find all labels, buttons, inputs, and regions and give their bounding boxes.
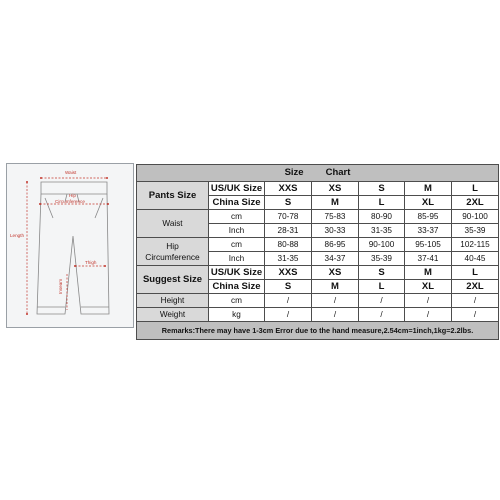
us-size-cell: XXS: [265, 182, 312, 196]
suggest-us-cell: M: [405, 266, 452, 280]
hip-cm-row: [137, 238, 499, 252]
size-chart-table: [136, 164, 499, 340]
title-chart: Chart: [325, 167, 351, 178]
suggest-us-row: [137, 266, 499, 280]
china-size-label: China Size: [209, 280, 265, 294]
suggest-china-cell: XL: [405, 280, 452, 294]
value-cell: 80-88: [265, 238, 312, 252]
value-cell: /: [265, 294, 312, 308]
us-size-cell: M: [405, 182, 452, 196]
unit-cell: kg: [209, 308, 265, 322]
us-uk-size-label: US/UK Size: [209, 182, 265, 196]
suggest-china-cell: M: [312, 280, 359, 294]
height-row: [137, 294, 499, 308]
unit-cell: Inch: [209, 252, 265, 266]
weight-row: [137, 308, 499, 322]
length-label: Length: [10, 233, 25, 238]
value-cell: 33-37: [405, 224, 452, 238]
us-size-row: [137, 182, 499, 196]
value-cell: /: [405, 294, 452, 308]
value-cell: 102-115: [452, 238, 499, 252]
value-cell: 31-35: [265, 252, 312, 266]
measurement-diagram: [6, 163, 134, 328]
china-size-cell: 2XL: [452, 196, 499, 210]
value-cell: /: [359, 294, 405, 308]
value-cell: 37-41: [405, 252, 452, 266]
value-cell: 95-105: [405, 238, 452, 252]
us-size-cell: S: [359, 182, 405, 196]
suggest-china-cell: L: [359, 280, 405, 294]
chart-title: [137, 165, 499, 182]
title-row: [137, 165, 499, 182]
waist-label: Waist: [65, 170, 77, 175]
unit-cell: Inch: [209, 224, 265, 238]
unit-cell: cm: [209, 238, 265, 252]
us-size-cell: L: [452, 182, 499, 196]
remarks-row: [137, 322, 499, 340]
waist-label: Waist: [137, 210, 209, 238]
value-cell: 90-100: [359, 238, 405, 252]
hip-label-line2: Circumference: [145, 251, 200, 262]
china-size-cell: M: [312, 196, 359, 210]
pants-size-label: Pants Size: [137, 182, 209, 210]
value-cell: 75-83: [312, 210, 359, 224]
suggest-us-cell: L: [452, 266, 499, 280]
title-size: Size: [284, 167, 304, 178]
value-cell: 80-90: [359, 210, 405, 224]
weight-label: Weight: [137, 308, 209, 322]
value-cell: 85-95: [405, 210, 452, 224]
value-cell: /: [312, 308, 359, 322]
thigh-label: Thigh: [85, 260, 97, 265]
china-size-cell: S: [265, 196, 312, 210]
value-cell: 35-39: [452, 224, 499, 238]
value-cell: 31-35: [359, 224, 405, 238]
hip-label: Hip: [69, 193, 76, 198]
suggest-china-cell: 2XL: [452, 280, 499, 294]
value-cell: /: [405, 308, 452, 322]
value-cell: 86-95: [312, 238, 359, 252]
hip-circumference-label: Circumference: [55, 199, 85, 204]
china-size-label: China Size: [209, 196, 265, 210]
height-label: Height: [137, 294, 209, 308]
suggest-us-cell: S: [359, 266, 405, 280]
value-cell: /: [452, 308, 499, 322]
value-cell: 90-100: [452, 210, 499, 224]
value-cell: 28-31: [265, 224, 312, 238]
value-cell: 34-37: [312, 252, 359, 266]
waist-cm-row: [137, 210, 499, 224]
value-cell: 35-39: [359, 252, 405, 266]
value-cell: /: [452, 294, 499, 308]
suggest-size-label: Suggest Size: [137, 266, 209, 294]
value-cell: 40-45: [452, 252, 499, 266]
hip-label-line1: Hip: [166, 240, 179, 251]
us-size-cell: XS: [312, 182, 359, 196]
remarks-text: Remarks:There may have 1-3cm Error due to the hand measure,2.54cm=1inch,1kg=2.2lbs.: [137, 322, 499, 340]
unit-cell: cm: [209, 210, 265, 224]
value-cell: /: [312, 294, 359, 308]
suggest-us-cell: XS: [312, 266, 359, 280]
us-uk-size-label: US/UK Size: [209, 266, 265, 280]
unit-cell: cm: [209, 294, 265, 308]
size-chart: [136, 164, 498, 340]
suggest-us-cell: XXS: [265, 266, 312, 280]
inseam-label: Inseam: [58, 278, 63, 294]
china-size-cell: XL: [405, 196, 452, 210]
hip-circumference-label: [137, 238, 209, 266]
suggest-china-cell: S: [265, 280, 312, 294]
value-cell: 70-78: [265, 210, 312, 224]
value-cell: /: [359, 308, 405, 322]
value-cell: /: [265, 308, 312, 322]
value-cell: 30-33: [312, 224, 359, 238]
china-size-cell: L: [359, 196, 405, 210]
pants-outline-illustration: [7, 164, 133, 327]
